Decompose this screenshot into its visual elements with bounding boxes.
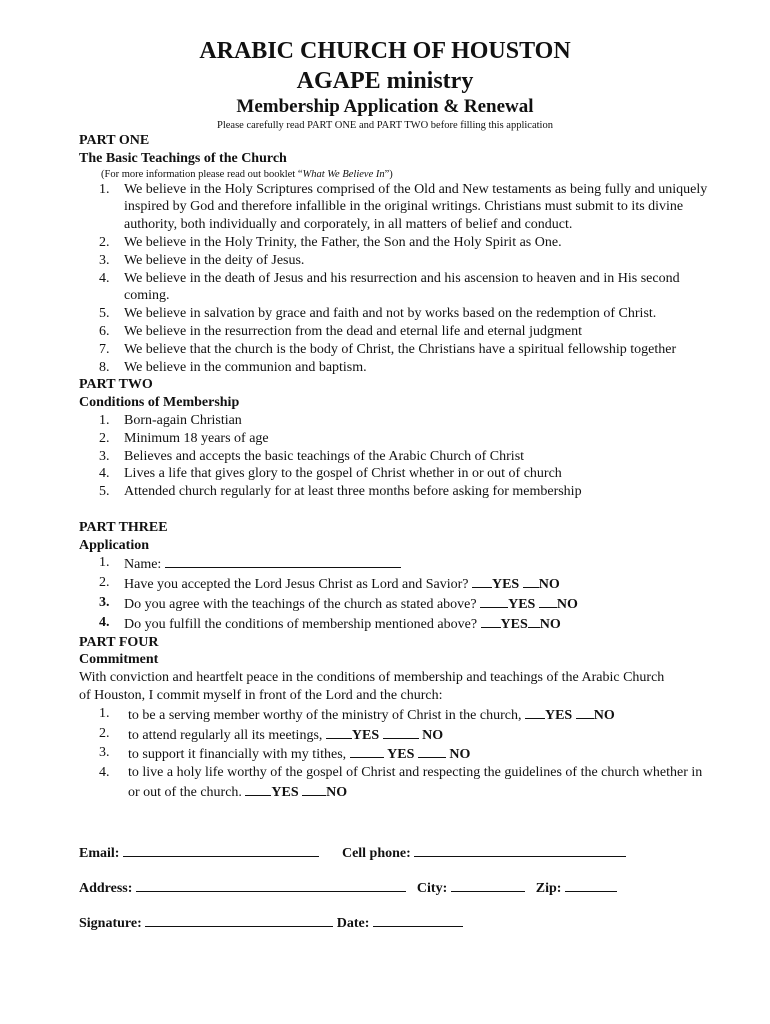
part-three-heading: PART THREE (79, 519, 168, 535)
yes-option[interactable]: YES (500, 616, 528, 632)
address-label: Address: (79, 881, 133, 896)
commitment-list (79, 705, 709, 802)
application-list (79, 554, 709, 633)
no-blank[interactable] (383, 725, 419, 739)
list-item: 2. Have you accepted the Lord Jesus Christ as Lord and Savior? YES NO (99, 575, 560, 593)
yes-option[interactable]: YES (271, 784, 299, 800)
no-blank[interactable] (523, 574, 539, 588)
part-one-subheading: The Basic Teachings of the Church (79, 150, 287, 166)
list-item: 6. We believe in the resurrection from the dead and eternal life and eternal judgment (99, 323, 582, 339)
city-label: City: (416, 881, 448, 896)
zip-label: Zip: (535, 881, 562, 896)
no-blank[interactable] (576, 705, 594, 719)
list-item: 3. Do you agree with the teachings of the church as stated above? YES NO (99, 594, 578, 612)
address-field[interactable] (136, 878, 406, 892)
signature-label: Signature: (79, 916, 142, 931)
city-field[interactable] (451, 878, 525, 892)
list-item: 1. to be a serving member worthy of the ministry of Christ in the church, YES NO (99, 705, 615, 723)
date-field[interactable] (373, 913, 463, 927)
list-item: 1. Name: (79, 554, 709, 574)
yes-option[interactable]: YES (387, 747, 415, 763)
part-three-subheading: Application (79, 537, 150, 553)
email-label: Email: (79, 846, 120, 861)
list-item: 7. We believe that the church is the body of Christ, the Christians have a spiritual fellowship together (99, 341, 677, 357)
yes-option[interactable]: YES (508, 596, 536, 612)
teachings-list (79, 181, 709, 377)
list-item: 3. Believes and accepts the basic teachings of the Arabic Church of Christ (99, 448, 525, 464)
yes-blank[interactable] (480, 594, 508, 608)
list-item: 2. Minimum 18 years of age (99, 430, 269, 446)
form-body (79, 132, 709, 802)
date-label: Date: (336, 916, 370, 931)
no-option[interactable]: NO (556, 596, 578, 612)
contact-row-address (79, 878, 617, 897)
part-one-heading: PART ONE (79, 133, 150, 148)
yes-blank[interactable] (245, 782, 271, 796)
part-two-heading: PART TWO (79, 377, 153, 393)
no-blank[interactable] (539, 594, 557, 608)
list-item: 1. We believe in the Holy Scriptures comprised of the Old and New testaments as being fully and uniquely inspired by God and therefore infallible in the original writings. Christians must submit to its divine authority, both individually and corporately, in all matters of belief and conduct. (99, 181, 708, 233)
list-item: 4. to live a holy life worthy of the gospel of Christ and respecting the guidelines of the church whether in or out of the church. YES NO (99, 765, 703, 800)
no-blank[interactable] (302, 782, 326, 796)
zip-field[interactable] (565, 878, 617, 892)
form-title: Membership Application & Renewal (236, 96, 534, 117)
yes-blank[interactable] (525, 705, 545, 719)
yes-blank[interactable] (481, 614, 501, 628)
list-item: 8. We believe in the communion and baptism. (99, 359, 367, 375)
no-option[interactable]: NO (593, 707, 615, 723)
form-instruction: Please carefully read PART ONE and PART TWO before filling this application (217, 120, 553, 131)
yes-option[interactable]: YES (544, 707, 573, 723)
conditions-list (79, 412, 709, 501)
cell-phone-field[interactable] (414, 843, 626, 857)
no-blank[interactable] (528, 614, 540, 628)
list-item: 5. We believe in salvation by grace and faith and not by works based on the redemption of Christ. (99, 306, 657, 322)
contact-row-email (79, 843, 626, 862)
booklet-title: What We Believe In (302, 168, 385, 180)
list-item: 2. to attend regularly all its meetings, YES NO (99, 725, 444, 743)
list-item: 4. Lives a life that gives glory to the gospel of Christ whether in or out of church (99, 466, 562, 482)
no-option[interactable]: NO (538, 577, 560, 593)
yes-blank[interactable] (472, 574, 492, 588)
part-four-subheading: Commitment (79, 652, 159, 668)
contact-row-signature (79, 913, 463, 932)
list-item: 1. Born-again Christian (99, 412, 242, 428)
part-two-subheading: Conditions of Membership (79, 395, 240, 411)
list-item: 2. We believe in the Holy Trinity, the Father, the Son and the Holy Spirit as One. (99, 234, 562, 250)
yes-blank[interactable] (326, 725, 352, 739)
cell-phone-label: Cell phone: (341, 846, 411, 861)
signature-field[interactable] (145, 913, 333, 927)
no-option[interactable]: NO (422, 727, 444, 743)
no-option[interactable]: NO (326, 784, 348, 800)
name-label: Name: (124, 557, 162, 573)
part-four-heading: PART FOUR (79, 634, 159, 650)
name-field[interactable] (165, 554, 401, 568)
list-item: 4. We believe in the death of Jesus and his resurrection and his ascension to heaven and in His second coming. (99, 270, 680, 304)
list-item: 5. Attended church regularly for at least three months before asking for membership (99, 484, 582, 500)
list-item: 3. to support it financially with my tithes, YES NO (99, 745, 471, 763)
commitment-intro: With conviction and heartfelt peace in the conditions of membership and teachings of the Arabic Church of Houston, I commit myself in front of the Lord and the church: (79, 670, 665, 703)
org-name: ARABIC CHURCH OF HOUSTON (199, 38, 571, 64)
list-item: 4. Do you fulfill the conditions of membership mentioned above? YES NO (99, 614, 561, 632)
ministry-name: AGAPE ministry (296, 68, 474, 94)
no-option[interactable]: NO (449, 747, 471, 763)
email-field[interactable] (123, 843, 319, 857)
no-option[interactable]: NO (539, 616, 561, 632)
no-blank[interactable] (418, 744, 446, 758)
yes-option[interactable]: YES (351, 727, 380, 743)
yes-option[interactable]: YES (491, 577, 520, 593)
yes-blank[interactable] (350, 744, 384, 758)
list-item: 3. We believe in the deity of Jesus. (99, 252, 305, 268)
booklet-note: (For more information please read out booklet “What We Believe In”) (101, 168, 393, 180)
